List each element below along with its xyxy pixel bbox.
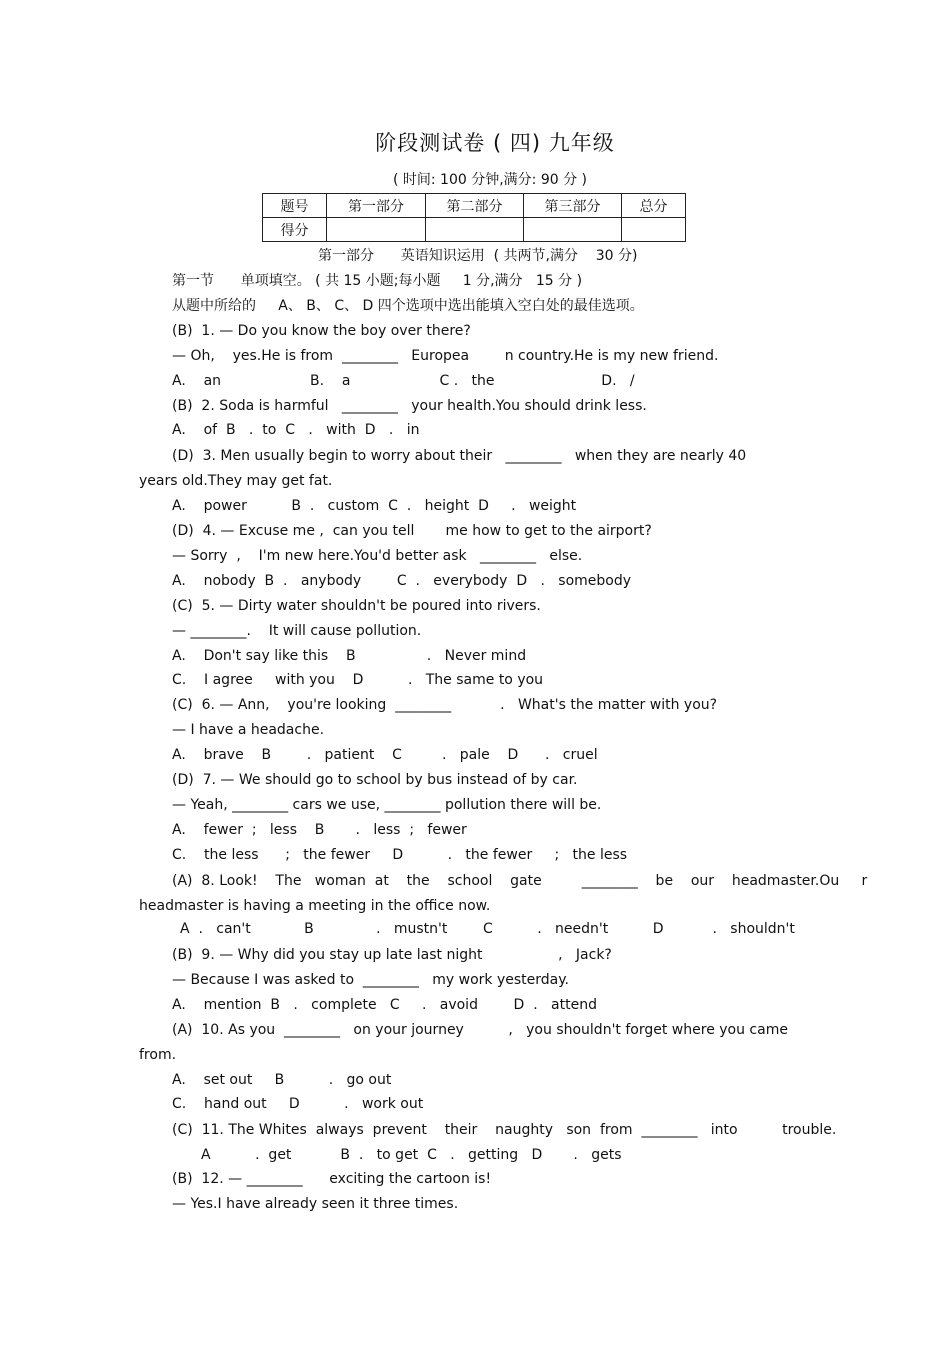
- question-line: (B) 2. Soda is harmful ________ your health.You should drink less.: [172, 398, 647, 414]
- question-line: (C) 5. — Dirty water shouldn't be poured into rivers.: [172, 598, 541, 614]
- question-line: (A) 10. As you ________ on your journey , you shouldn't forget where you came: [172, 1022, 788, 1038]
- exam-time-score: ( 时间: 100 分钟,满分: 90 分 ): [392, 172, 588, 188]
- question-line: — Sorry , I'm new here.You'd better ask ________ else.: [172, 548, 583, 564]
- score-table: [262, 193, 686, 242]
- score-table-score-row: [263, 218, 686, 242]
- instructions: 从题中所给的 A、 B、 C、 D 四个选项中选出能填入空白处的最佳选项。: [172, 298, 644, 314]
- question-line: (C) 6. — Ann, you're looking ________ . What's the matter with you?: [172, 697, 718, 713]
- question-line: headmaster is having a meeting in the office now.: [139, 898, 491, 914]
- question-line: — Because I was asked to ________ my work yesterday.: [172, 972, 569, 988]
- options-line: C. the less ; the fewer D . the fewer ; the less: [172, 847, 628, 863]
- question-line: (A) 8. Look! The woman at the school gate ________ be our headmaster.Ou r: [172, 873, 868, 889]
- options-line: A . get B . to get C . getting D . gets: [201, 1147, 622, 1163]
- question-line: — ________. It will cause pollution.: [172, 623, 422, 639]
- question-line: — Yes.I have already seen it three times.: [172, 1196, 459, 1212]
- options-line: A. set out B . go out: [172, 1072, 392, 1088]
- score-cell: [524, 218, 622, 242]
- options-line: A. power B . custom C . height D . weight: [172, 498, 577, 514]
- score-table-header: 题号: [263, 194, 327, 218]
- options-line: A. an B. a C . the D. /: [172, 373, 635, 389]
- page-title: 阶段测试卷 ( 四) 九年级: [375, 131, 615, 155]
- score-cell: [426, 218, 524, 242]
- question-line: (B) 1. — Do you know the boy over there?: [172, 323, 471, 339]
- score-table-header: 总分: [622, 194, 686, 218]
- score-table-header: 第一部分: [327, 194, 426, 218]
- section-heading: 第一部分 英语知识运用 ( 共两节,满分 30 分): [318, 248, 638, 264]
- question-line: — Yeah, ________ cars we use, ________ pollution there will be.: [172, 797, 602, 813]
- options-line: C. I agree with you D . The same to you: [172, 672, 544, 688]
- question-line: (D) 4. — Excuse me , can you tell me how to get to the airport?: [172, 523, 652, 539]
- question-line: (B) 9. — Why did you stay up late last night , Jack?: [172, 947, 612, 963]
- options-line: A. brave B . patient C . pale D . cruel: [172, 747, 598, 763]
- question-line: from.: [139, 1047, 177, 1063]
- score-table-header: 第二部分: [426, 194, 524, 218]
- score-table-header: 第三部分: [524, 194, 622, 218]
- question-line: years old.They may get fat.: [139, 473, 333, 489]
- question-line: (C) 11. The Whites always prevent their naughty son from ________ into trouble.: [172, 1122, 837, 1138]
- subsection-heading: 第一节 单项填空。 ( 共 15 小题;每小题 1 分,满分 15 分 ): [172, 273, 583, 289]
- options-line: A. fewer ; less B . less ; fewer: [172, 822, 467, 838]
- score-table-header-row: [263, 194, 686, 218]
- score-row-label: 得分: [263, 218, 327, 242]
- question-line: (D) 7. — We should go to school by bus instead of by car.: [172, 772, 578, 788]
- score-cell: [327, 218, 426, 242]
- question-line: — Oh, yes.He is from ________ Europea n country.He is my new friend.: [172, 348, 719, 364]
- score-cell: [622, 218, 686, 242]
- options-line: A . can't B . mustn't C . needn't D . shouldn't: [180, 921, 795, 937]
- options-line: C. hand out D . work out: [172, 1096, 424, 1112]
- question-line: (B) 12. — ________ exciting the cartoon is!: [172, 1171, 492, 1187]
- question-line: (D) 3. Men usually begin to worry about their ________ when they are nearly 40: [172, 448, 747, 464]
- options-line: A. nobody B . anybody C . everybody D . somebody: [172, 573, 632, 589]
- question-line: — I have a headache.: [172, 722, 325, 738]
- options-line: A. mention B . complete C . avoid D . attend: [172, 997, 597, 1013]
- options-line: A. Don't say like this B . Never mind: [172, 648, 527, 664]
- options-line: A. of B . to C . with D . in: [172, 422, 420, 438]
